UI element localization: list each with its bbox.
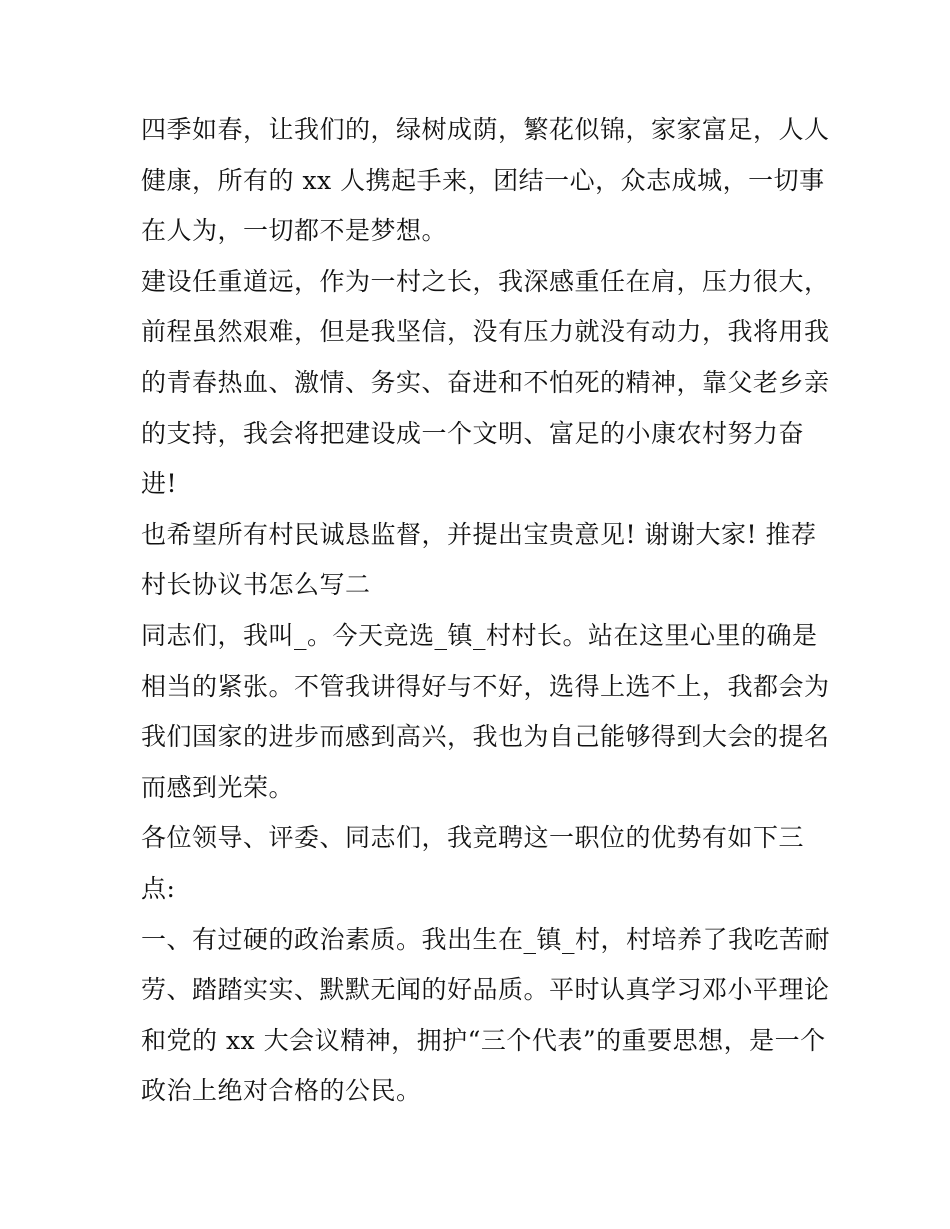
text-line: 在人为，一切都不是梦想。 [141, 216, 448, 245]
text-line: 村长协议书怎么写二 [141, 570, 371, 599]
text-line: 相当的紧张。不管我讲得好与不好，选得上选不上，我都会为 [141, 672, 830, 701]
text-line: 一、有过硬的政治素质。我出生在_镇_村，村培养了我吃苦耐 [141, 925, 831, 954]
text-line: 的支持，我会将把建设成一个文明、富足的小康农村努力奋 [141, 419, 805, 448]
text-line: 同志们，我叫_。今天竞选_镇_村村长。站在这里心里的确是 [141, 621, 818, 650]
text-line: 各位领导、评委、同志们，我竞聘这一职位的优势有如下三 [141, 823, 805, 852]
text-line: 四季如春，让我们的，绿树成荫，繁花似锦，家家富足，人人 [141, 115, 830, 144]
text-line: 的青春热血、激情、务实、奋进和不怕死的精神，靠父老乡亲 [141, 368, 830, 397]
text-line: 劳、踏踏实实、默默无闻的好品质。平时认真学习邓小平理论 [141, 975, 830, 1004]
text-line: 和党的 xx 大会议精神，拥护“三个代表”的重要思想，是一个 [141, 1026, 826, 1055]
text-line: 前程虽然艰难，但是我坚信，没有压力就没有动力，我将用我 [141, 317, 830, 346]
text-line: 健康，所有的 xx 人携起手来，团结一心，众志成城，一切事 [141, 166, 825, 195]
text-line: 也希望所有村民诚恳监督，并提出宝贵意见! 谢谢大家! 推荐 [141, 520, 817, 549]
text-line: 点: [141, 874, 176, 903]
text-line: 我们国家的进步而感到高兴，我也为自己能够得到大会的提名 [141, 722, 830, 751]
text-line: 而感到光荣。 [141, 773, 295, 802]
text-line: 进! [141, 469, 178, 498]
text-line: 政治上绝对合格的公民。 [141, 1076, 422, 1105]
text-line: 建设任重道远，作为一村之长，我深感重任在肩，压力很大， [141, 267, 830, 296]
